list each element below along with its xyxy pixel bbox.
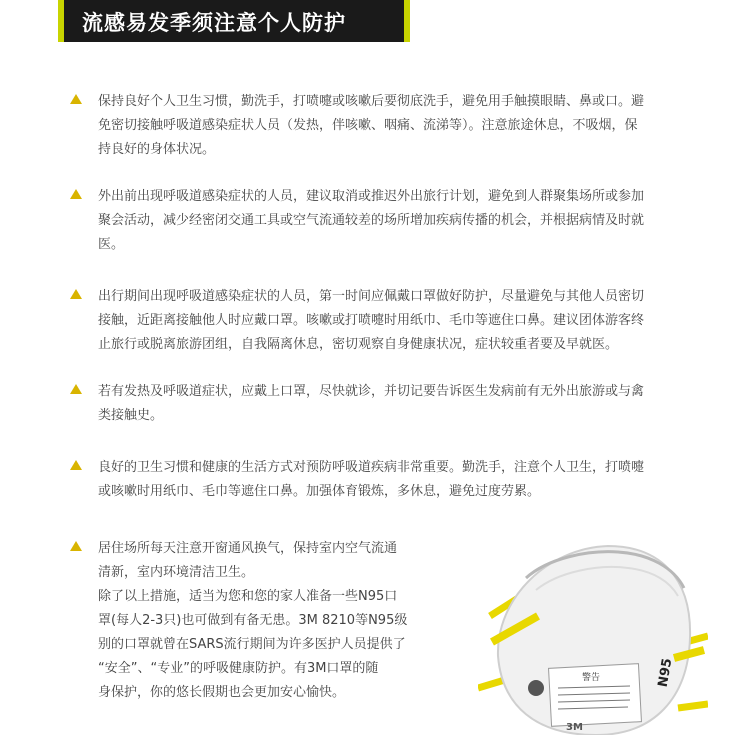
logo-mark-icon xyxy=(528,680,544,696)
triangle-bullet-icon xyxy=(70,189,82,199)
item-text: 外出前出现呼吸道感染症状的人员，建议取消或推迟外出旅行计划，避免到人群聚集场所或参加 聚会活动，减少经密闭交通工具或空气流通较差的场所增加疾病传播的机会，并根据病情及时就 医。 xyxy=(98,189,645,252)
triangle-bullet-icon xyxy=(70,384,82,394)
triangle-bullet-icon xyxy=(70,94,82,104)
mask-illustration xyxy=(478,538,708,735)
brand-logo: 3M xyxy=(566,722,583,733)
n95-mask-image xyxy=(478,538,708,739)
triangle-bullet-icon xyxy=(70,460,82,470)
item-text: 若有发热及呼吸道症状，应戴上口罩，尽快就诊，并切记要告诉医生发病前有无外出旅游或与禽 类接触史。 xyxy=(98,384,645,423)
warning-text: 警告 xyxy=(582,673,601,683)
item-text: 良好的卫生习惯和健康的生活方式对预防呼吸道疾病非常重要。勤洗手，注意个人卫生，打喷嚏 或咳嗽时用纸巾、毛巾等遮住口鼻。加强体育锻炼，多休息，避免过度劳累。 xyxy=(98,460,645,499)
n95-label: N95 xyxy=(655,657,676,689)
triangle-bullet-icon xyxy=(70,541,82,551)
item-text: 保持良好个人卫生习惯，勤洗手，打喷嚏或咳嗽后要彻底洗手，避免用手触摸眼睛、鼻或口。避 免密切接触呼吸道感染症状人员（发热，伴咳嗽、咽痛、流涕等）。注意旅途休息，不吸烟，保 持良好的身体状况。 xyxy=(98,94,645,157)
page-title: 流感易发季须注意个人防护 xyxy=(82,11,346,35)
item-text: 居住场所每天注意开窗通风换气，保持室内空气流通 清新，室内环境清洁卫生。 除了以上措施，适当为您和您的家人准备一些N95口 罩(每人2-3只)也可做到有备无患。3M 8210等N95级 别的口罩就曾在SARS流行期间为许多医护人员提供了 “安全”、“专业”的呼吸健康防护。有3M口罩的随 身保护，你的悠长假期也会更加安心愉快。 xyxy=(98,541,408,700)
header-banner xyxy=(64,0,404,42)
strap-right-bottom xyxy=(678,704,708,708)
item-text: 出行期间出现呼吸道感染症状的人员，第一时间应佩戴口罩做好防护，尽量避免与其他人员密切 接触，近距离接触他人时应戴口罩。咳嗽或打喷嚏时用纸巾、毛巾等遮住口鼻。建议团体游客终 止旅行或脱离旅游团组，自我隔离休息，密切观察自身健康状况，症状较重者要及早就医。 xyxy=(98,289,645,352)
triangle-bullet-icon xyxy=(70,289,82,299)
